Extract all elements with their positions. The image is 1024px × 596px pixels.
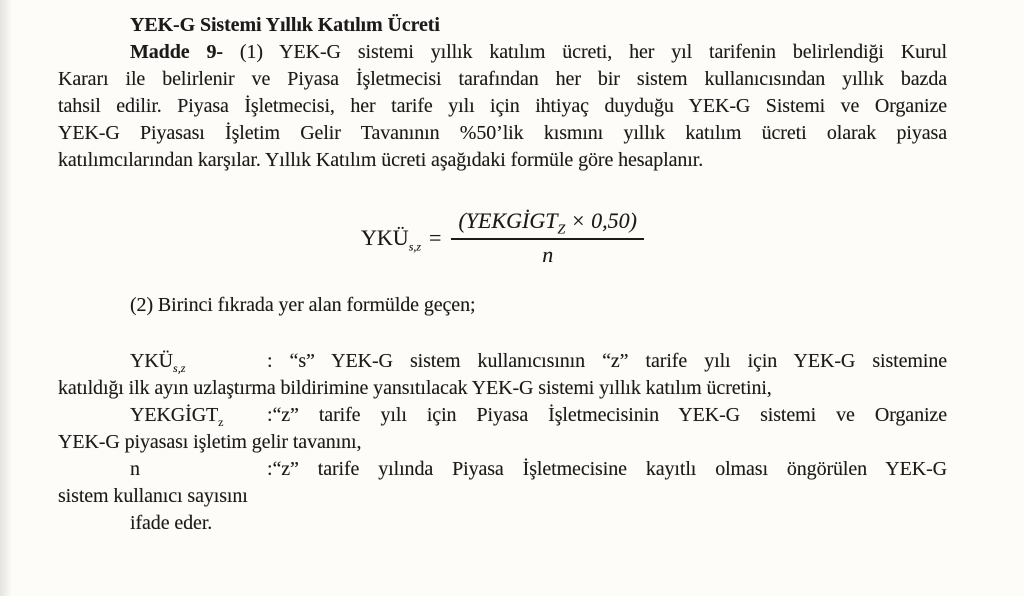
formula-numerator-main: (YEKGİGT: [458, 208, 558, 233]
paragraph-article-9: [58, 39, 947, 174]
formula-numerator-rest: × 0,50): [565, 208, 637, 233]
paragraph-clause-2: (2) Birinci fıkrada yer alan formülde geçen;: [130, 294, 476, 316]
definition-term-yku: $YKÜ_{s,z}$: [130, 350, 186, 375]
formula-lhs-subscript: s,z: [408, 239, 422, 254]
definition-line-n: [58, 456, 947, 483]
document-content: [58, 12, 947, 537]
text-line: tahsil edilir. Piyasa İşletmecisi, her tarife yılı için ihtiyaç duyduğu YEK-G Sistemi ve Organize: [58, 95, 947, 117]
formula-lhs: [361, 225, 422, 254]
closing-line: ifade eder.: [130, 512, 213, 534]
text-line: [58, 39, 947, 66]
definition-text: :“z” tarife yılı için Piyasa İşletmecisinin YEK-G sistemi ve Organize: [267, 404, 947, 426]
definition-text: :“z” tarife yılında Piyasa İşletmecisine kayıtlı olması öngörülen YEK-G: [267, 458, 947, 480]
formula-equals-sign: =: [429, 225, 442, 250]
definition-line-yku: [58, 348, 947, 375]
definition-line-yekgigt-cont: YEK-G piyasası işletim gelir tavanını,: [58, 431, 362, 453]
definition-line-yekgigt: [58, 402, 947, 429]
definition-text: : “s” YEK-G sistem kullanıcısının “z” tarife yılı için YEK-G sistemine: [267, 350, 947, 372]
section-title: YEK-G Sistemi Yıllık Katılım Ücreti: [130, 14, 440, 36]
article-label: Madde 9-: [130, 41, 223, 63]
text-line: katılımcılarından karşılar. Yıllık Katılım ücreti aşağıdaki formüle göre hesaplanır.: [58, 149, 704, 171]
scan-edge-artifact: [0, 0, 12, 596]
formula-annual-participation-fee: [58, 208, 947, 268]
formula-lhs-base: YKÜ: [361, 225, 409, 250]
definitions-list: [58, 348, 947, 537]
formula-numerator-subscript: Z: [557, 222, 566, 238]
definition-term-n: n: [130, 458, 140, 480]
definition-line-yku-cont: katıldığı ilk ayın uzlaştırma bildirimine yansıtılacak YEK-G sistemi yıllık katılım ücretini,: [58, 377, 772, 399]
text-line: YEK-G Piyasası İşletim Gelir Tavanının %50’lik kısmını yıllık katılım ücreti olarak piyasa: [58, 122, 947, 144]
text-run: (1) YEK-G sistemi yıllık katılım ücreti, her yıl tarifenin belirlendiği Kurul: [222, 41, 947, 63]
text-line: Kararı ile belirlenir ve Piyasa İşletmecisi tarafından her bir sistem kullanıcısından yıllık bazda: [58, 68, 947, 90]
definition-line-n-cont: sistem kullanıcı sayısını: [58, 485, 248, 507]
formula-denominator: n: [451, 238, 643, 268]
formula-fraction: [451, 208, 643, 268]
formula-numerator: [451, 208, 643, 238]
definition-term-yekgigt: $YEKGİGT_z$: [130, 404, 224, 429]
